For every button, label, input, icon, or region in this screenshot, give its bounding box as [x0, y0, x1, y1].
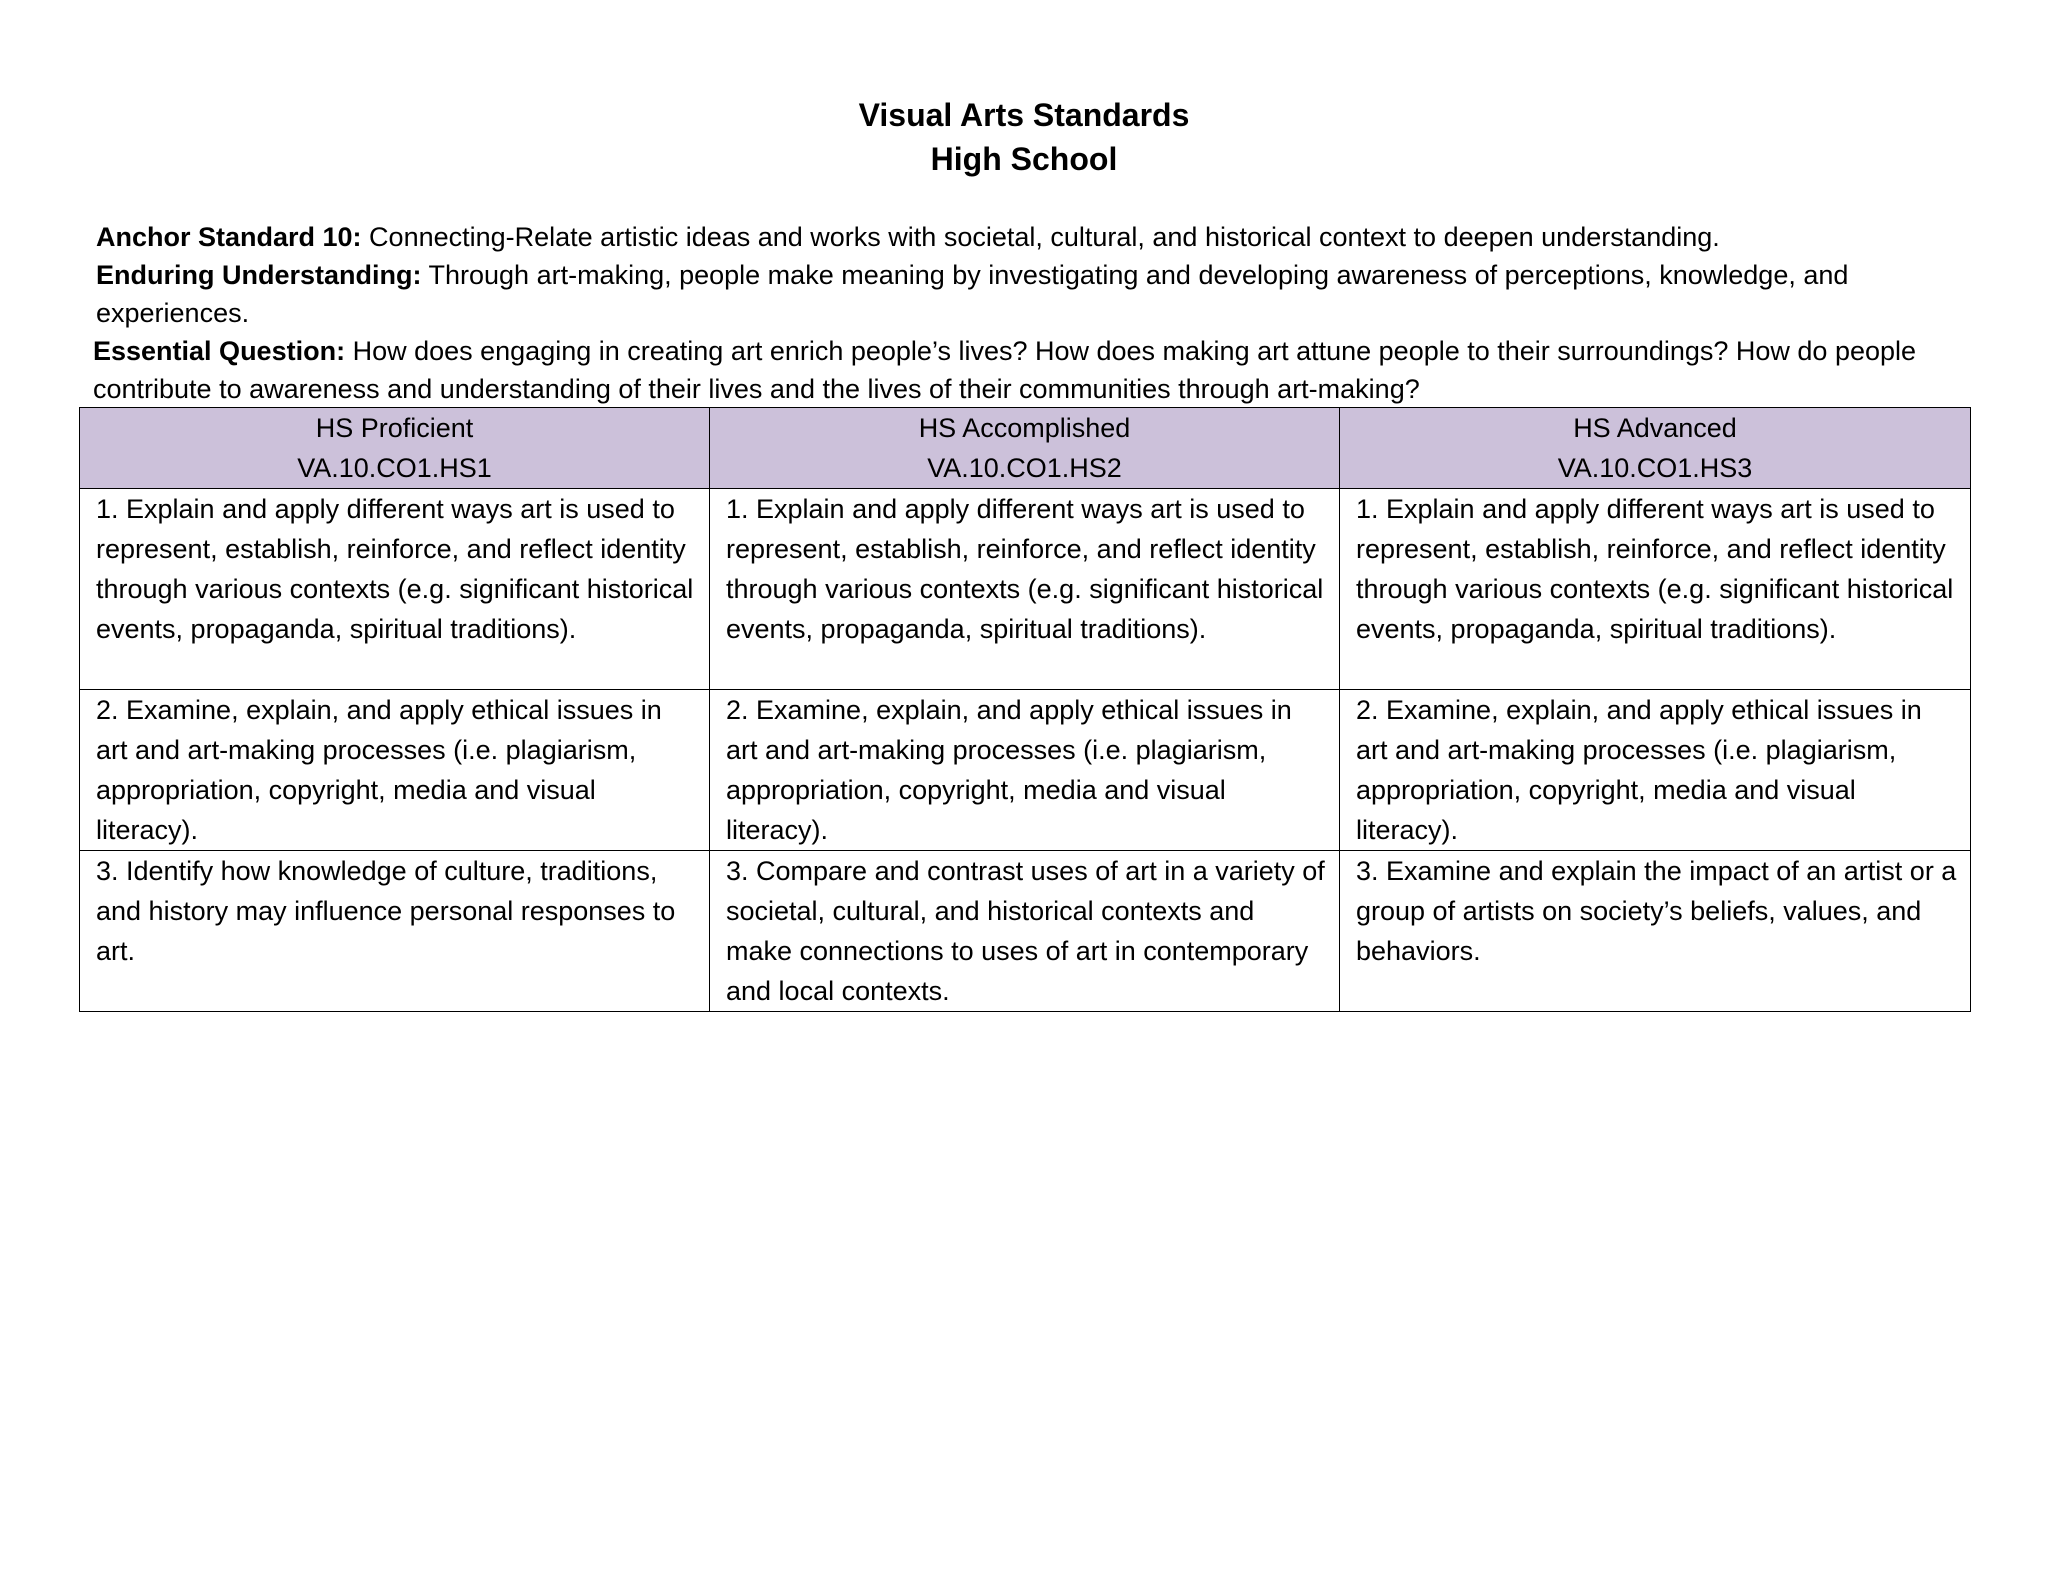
table-cell: 3. Compare and contrast uses of art in a variety of societal, cultural, and historical contexts and make connections to uses of art in contemporary and local contexts.: [710, 851, 1340, 1012]
document-title: Visual Arts Standards: [858, 97, 1190, 133]
header-level: HS Accomplished: [918, 413, 1131, 443]
header-cell-advanced: [1340, 408, 1971, 489]
table-row: [80, 851, 1971, 1012]
standards-table: [79, 407, 1971, 1012]
header-level: HS Proficient: [315, 413, 474, 443]
header-level: HS Advanced: [1573, 413, 1737, 443]
header-code: VA.10.CO1.HS1: [297, 453, 492, 483]
table-cell: 1. Explain and apply different ways art is used to represent, establish, reinforce, and reflect identity through various contexts (e.g. significant historical events, propaganda, spiritual traditions).: [80, 489, 710, 690]
table-cell: 2. Examine, explain, and apply ethical issues in art and art-making processes (i.e. plagiarism, appropriation, copyright, media and visual literacy).: [1340, 690, 1971, 851]
table-cell: 1. Explain and apply different ways art is used to represent, establish, reinforce, and reflect identity through various contexts (e.g. significant historical events, propaganda, spiritual traditions).: [1340, 489, 1971, 690]
enduring-understanding-label: Enduring Understanding:: [96, 260, 422, 290]
header-cell-proficient: [80, 408, 710, 489]
title-block: [0, 93, 2048, 181]
anchor-standard-text: Connecting-Relate artistic ideas and works with societal, cultural, and historical context to deepen understanding.: [361, 222, 1720, 252]
essential-question: [93, 332, 1978, 408]
table-header-row: [80, 408, 1971, 489]
table-cell: 2. Examine, explain, and apply ethical issues in art and art-making processes (i.e. plagiarism, appropriation, copyright, media and visual literacy).: [710, 690, 1340, 851]
header-code: VA.10.CO1.HS3: [1557, 453, 1753, 483]
table-cell: 2. Examine, explain, and apply ethical issues in art and art-making processes (i.e. plagiarism, appropriation, copyright, media and visual literacy).: [80, 690, 710, 851]
anchor-standard: [96, 218, 1976, 256]
table-row: [80, 489, 1971, 690]
anchor-standard-label: Anchor Standard 10:: [96, 222, 362, 252]
table-row: [80, 690, 1971, 851]
enduring-understanding-text: Through art-making, people make meaning by investigating and developing awareness of perceptions, knowledge, and experiences.: [96, 260, 1849, 328]
table-cell: 3. Identify how knowledge of culture, traditions, and history may influence personal responses to art.: [80, 851, 710, 1012]
enduring-understanding: [96, 256, 1976, 332]
header-code: VA.10.CO1.HS2: [927, 453, 1122, 483]
header-cell-accomplished: [710, 408, 1340, 489]
table-cell: 3. Examine and explain the impact of an artist or a group of artists on society’s beliefs, values, and behaviors.: [1340, 851, 1971, 1012]
essential-question-text: How does engaging in creating art enrich people’s lives? How does making art attune people to their surroundings? How do people contribute to awareness and understanding of their lives and the lives of their communities through art-making?: [93, 336, 1917, 404]
table-cell: 1. Explain and apply different ways art is used to represent, establish, reinforce, and reflect identity through various contexts (e.g. significant historical events, propaganda, spiritual traditions).: [710, 489, 1340, 690]
essential-question-label: Essential Question:: [93, 336, 346, 366]
document-subtitle: High School: [930, 141, 1118, 177]
